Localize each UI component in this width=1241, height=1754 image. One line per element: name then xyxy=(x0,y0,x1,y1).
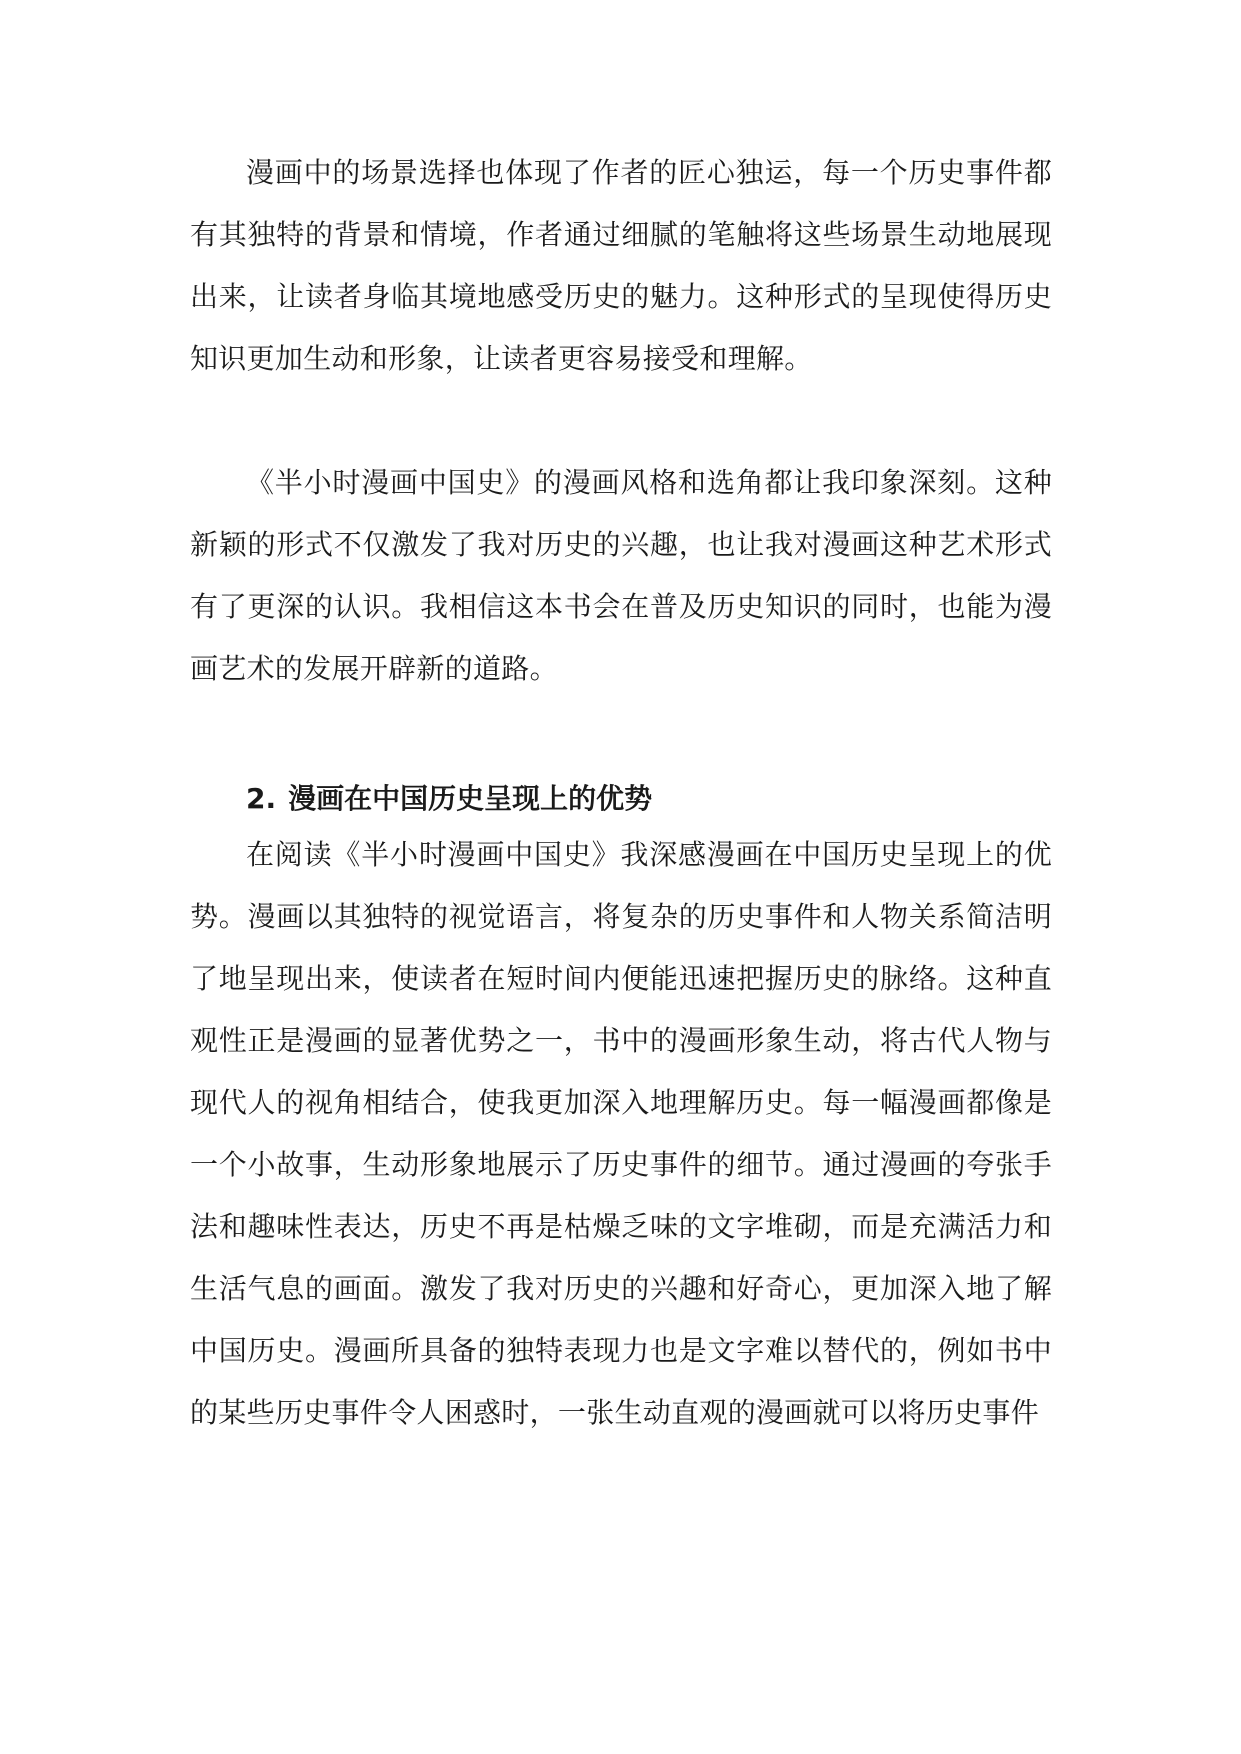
paragraph-scene-selection: 漫画中的场景选择也体现了作者的匠心独运，每一个历史事件都有其独特的背景和情境，作者通过细腻的笔触将这些场景生动地展现出来，让读者身临其境地感受历史的魅力。这种形式的呈现使得历史知识更加生动和形象，让读者更容易接受和理解。 xyxy=(190,156,1052,375)
section-heading xyxy=(246,776,652,822)
section-number: 2. xyxy=(246,782,277,815)
paragraph-comic-advantages: 在阅读《半小时漫画中国史》我深感漫画在中国历史呈现上的优势。漫画以其独特的视觉语言，将复杂的历史事件和人物关系简洁明了地呈现出来，使读者在短时间内便能迅速把握历史的脉络。这种直观性正是漫画的显著优势之一，书中的漫画形象生动，将古代人物与现代人的视角相结合，使我更加深入地理解历史。每一幅漫画都像是一个小故事，生动形象地展示了历史事件的细节。通过漫画的夸张手法和趣味性表达，历史不再是枯燥乏味的文字堆砌，而是充满活力和生活气息的画面。激发了我对历史的兴趣和好奇心，更加深入地了解中国历史。漫画所具备的独特表现力也是文字难以替代的，例如书中的某些历史事件令人困惑时，一张生动直观的漫画就可以将历史事件 xyxy=(190,838,1052,1429)
paragraph-style-impression: 《半小时漫画中国史》的漫画风格和选角都让我印象深刻。这种新颖的形式不仅激发了我对历史的兴趣，也让我对漫画这种艺术形式有了更深的认识。我相信这本书会在普及历史知识的同时，也能为漫画艺术的发展开辟新的道路。 xyxy=(190,466,1052,685)
section-title: 漫画在中国历史呈现上的优势 xyxy=(288,782,653,815)
